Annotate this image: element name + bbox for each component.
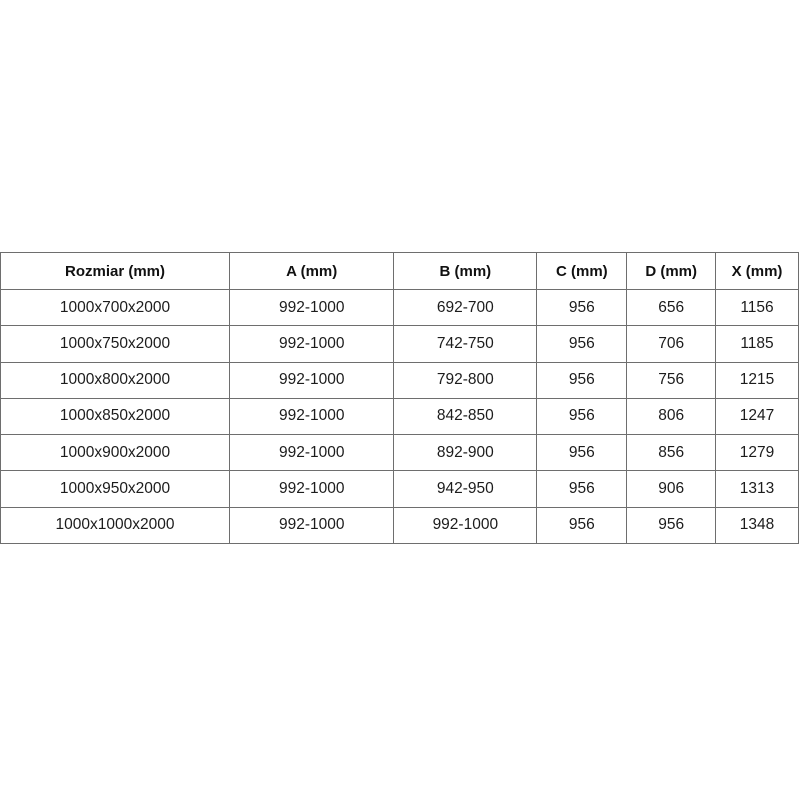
table-cell: 1247 <box>715 398 798 434</box>
table-row <box>1 507 799 543</box>
table-cell: 992-1000 <box>230 435 394 471</box>
table-cell: 1000x750x2000 <box>1 326 230 362</box>
table-cell: 1000x900x2000 <box>1 435 230 471</box>
table-row <box>1 362 799 398</box>
table-cell: 956 <box>537 471 627 507</box>
table-row <box>1 290 799 326</box>
table-row <box>1 398 799 434</box>
table-cell: 956 <box>537 326 627 362</box>
table-cell: 842-850 <box>394 398 537 434</box>
column-header: D (mm) <box>627 253 716 290</box>
table-cell: 1156 <box>715 290 798 326</box>
dimensions-table-container <box>0 252 800 544</box>
table-cell: 856 <box>627 435 716 471</box>
table-row <box>1 435 799 471</box>
table-cell: 692-700 <box>394 290 537 326</box>
table-cell: 1279 <box>715 435 798 471</box>
table-cell: 706 <box>627 326 716 362</box>
table-cell: 992-1000 <box>230 398 394 434</box>
column-header: X (mm) <box>715 253 798 290</box>
table-cell: 806 <box>627 398 716 434</box>
table-cell: 742-750 <box>394 326 537 362</box>
table-cell: 1000x800x2000 <box>1 362 230 398</box>
table-cell: 892-900 <box>394 435 537 471</box>
table-cell: 956 <box>537 290 627 326</box>
table-cell: 1000x850x2000 <box>1 398 230 434</box>
table-cell: 992-1000 <box>230 471 394 507</box>
table-cell: 956 <box>537 398 627 434</box>
table-row <box>1 326 799 362</box>
table-cell: 792-800 <box>394 362 537 398</box>
table-cell: 992-1000 <box>230 326 394 362</box>
table-cell: 992-1000 <box>230 290 394 326</box>
header-row <box>1 253 799 290</box>
table-cell: 956 <box>627 507 716 543</box>
table-cell: 1000x700x2000 <box>1 290 230 326</box>
table-cell: 956 <box>537 435 627 471</box>
table-cell: 756 <box>627 362 716 398</box>
table-cell: 956 <box>537 507 627 543</box>
table-cell: 942-950 <box>394 471 537 507</box>
table-cell: 1313 <box>715 471 798 507</box>
table-cell: 1215 <box>715 362 798 398</box>
table-cell: 956 <box>537 362 627 398</box>
table-row <box>1 471 799 507</box>
table-cell: 1000x1000x2000 <box>1 507 230 543</box>
table-cell: 1185 <box>715 326 798 362</box>
table-cell: 656 <box>627 290 716 326</box>
table-cell: 1348 <box>715 507 798 543</box>
column-header: B (mm) <box>394 253 537 290</box>
column-header: Rozmiar (mm) <box>1 253 230 290</box>
table-cell: 992-1000 <box>230 507 394 543</box>
table-cell: 992-1000 <box>394 507 537 543</box>
table-cell: 906 <box>627 471 716 507</box>
table-cell: 1000x950x2000 <box>1 471 230 507</box>
dimensions-spec-table <box>0 252 799 544</box>
table-cell: 992-1000 <box>230 362 394 398</box>
column-header: C (mm) <box>537 253 627 290</box>
column-header: A (mm) <box>230 253 394 290</box>
